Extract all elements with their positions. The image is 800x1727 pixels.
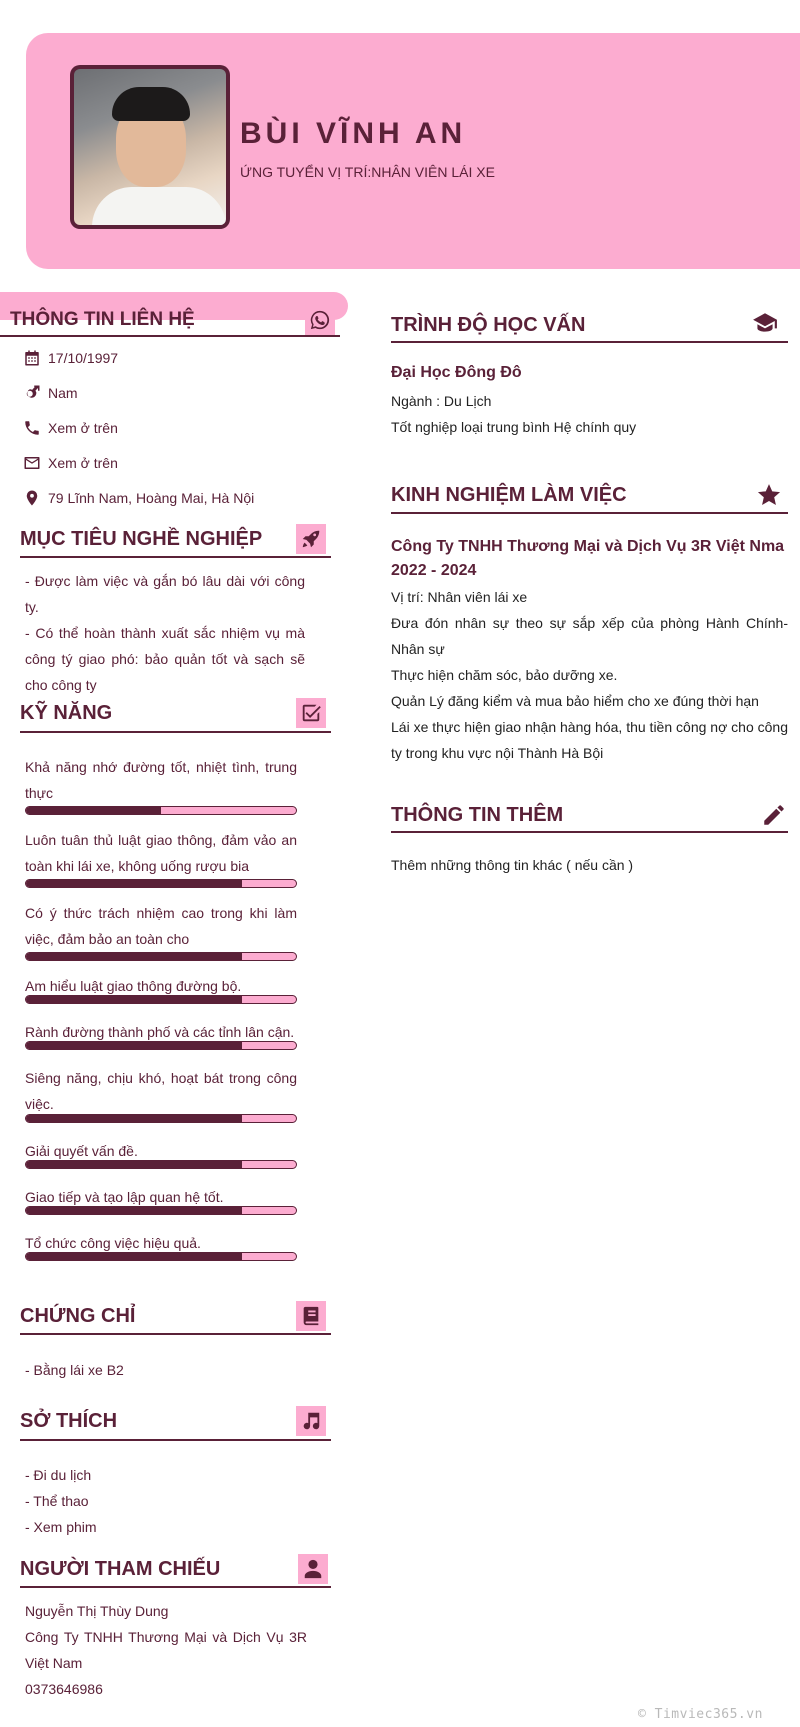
music-icon [296, 1406, 326, 1436]
pencil-icon [757, 800, 791, 830]
education-school: Đại Học Đông Đô [391, 364, 522, 381]
education-major: Ngành : Du Lịch [391, 393, 492, 409]
experience-rule [391, 512, 788, 514]
education-rule [391, 341, 788, 343]
references-title: NGƯỜI THAM CHIẾU [20, 1558, 221, 1580]
skill-level-fill [26, 880, 242, 887]
skill-level-bar [25, 1041, 297, 1050]
hobbies-title: SỞ THÍCH [20, 1410, 118, 1432]
certificates-rule [20, 1333, 331, 1335]
whatsapp-icon [305, 305, 335, 335]
hobbies-rule [20, 1439, 331, 1441]
skill-level-bar [25, 952, 297, 961]
skill-label: Tổ chức công việc hiệu quả. [25, 1235, 201, 1251]
location-pin-icon [20, 487, 44, 509]
applied-position: ỨNG TUYỂN VỊ TRÍ:NHÂN VIÊN LÁI XE [240, 164, 495, 180]
skill-level-fill [26, 996, 242, 1003]
contact-phone: Xem ở trên [20, 417, 118, 439]
hobbies-list [25, 1462, 97, 1540]
skill-level-fill [26, 1161, 242, 1168]
education-detail: Tốt nghiệp loại trung bình Hệ chính quy [391, 419, 637, 435]
objective-rule [20, 556, 331, 558]
experience-title: KINH NGHIỆM LÀM VIỆC [391, 484, 627, 506]
skill-label: Giải quyết vấn đề. [25, 1143, 138, 1159]
gender-icon [20, 382, 44, 404]
skill-level-fill [26, 953, 242, 960]
skill-level-bar [25, 1206, 297, 1215]
contact-title: THÔNG TIN LIÊN HỆ [10, 309, 195, 330]
skill-label: Có ý thức trách nhiệm cao trong khi làm việc, đảm bảo an toàn cho [25, 905, 297, 947]
person-icon [298, 1554, 328, 1584]
phone-icon [20, 417, 44, 439]
extra-title: THÔNG TIN THÊM [391, 804, 564, 826]
contact-email: Xem ở trên [20, 452, 118, 474]
candidate-name: BÙI VĨNH AN [240, 117, 467, 150]
references-rule [20, 1586, 331, 1588]
skill-label: Giao tiếp và tạo lập quan hệ tốt. [25, 1189, 224, 1205]
certificate-item: - Bằng lái xe B2 [25, 1362, 124, 1378]
skills-title: KỸ NĂNG [20, 702, 113, 724]
skill-label: Siêng năng, chịu khó, hoạt bát trong công việc. [25, 1070, 297, 1112]
contact-rule [0, 335, 340, 337]
skill-label: Am hiểu luật giao thông đường bộ. [25, 978, 242, 994]
reference-details: Nguyễn Thị Thùy Dung Công Ty TNHH Thương Mại và Dịch Vụ 3R Việt Nam 0373646986 [25, 1603, 307, 1697]
experience-details: Vị trí: Nhân viên lái xe Đưa đón nhân sự theo sự sắp xếp của phòng Hành Chính- Nhân sự Thực hiện chăm sóc, bảo dưỡng xe. Quản Lý đăng kiểm và mua bảo hiểm cho xe đúng thời hạn Lái xe thực hiện giao nhận hàng hóa, thu tiền công nợ cho công ty trong khu vực nội Thành Hà Bội [391, 589, 788, 761]
skill-label: Luôn tuân thủ luật giao thông, đảm vảo an toàn khi lái xe, không uống rượu bia [25, 832, 297, 874]
certificates-title: CHỨNG CHỈ [20, 1305, 136, 1327]
watermark: © Timviec365.vn [638, 1707, 763, 1722]
skill-level-bar [25, 995, 297, 1004]
contact-birthday: 17/10/1997 [20, 347, 118, 369]
skill-level-fill [26, 1207, 242, 1214]
objective-title: MỤC TIÊU NGHỀ NGHIỆP [20, 528, 263, 550]
contact-address: 79 Lĩnh Nam, Hoàng Mai, Hà Nội [20, 487, 254, 509]
contact-gender: Nam [20, 382, 78, 404]
skill-label: Khả năng nhớ đường tốt, nhiệt tình, trung thực [25, 759, 297, 801]
skill-label: Rành đường thành phố và các tỉnh lân cận. [25, 1024, 295, 1040]
star-icon [752, 480, 786, 510]
extra-text: Thêm những thông tin khác ( nếu cần ) [391, 857, 634, 873]
cv-header [26, 33, 800, 269]
skill-level-fill [26, 1253, 242, 1260]
list-item: - Thể thao [25, 1493, 89, 1509]
rocket-icon [296, 524, 326, 554]
objective-text: - Được làm việc và gắn bó lâu dài với công ty. - Có thể hoàn thành xuất sắc nhiệm vụ mà công tý giao phó: bảo quản tốt và sạch sẽ cho công ty [25, 573, 305, 693]
checkbox-icon [296, 698, 326, 728]
skill-level-bar [25, 1114, 297, 1123]
skill-level-bar [25, 1160, 297, 1169]
book-icon [296, 1301, 326, 1331]
list-item: - Xem phim [25, 1519, 97, 1535]
skill-level-fill [26, 1115, 242, 1122]
calendar-icon [20, 347, 44, 369]
skills-rule [20, 731, 331, 733]
education-title: TRÌNH ĐỘ HỌC VẤN [391, 314, 586, 336]
avatar-frame [70, 65, 230, 229]
skill-level-bar [25, 1252, 297, 1261]
extra-rule [391, 831, 788, 833]
avatar-photo [74, 69, 226, 225]
skill-level-bar [25, 806, 297, 815]
skill-level-fill [26, 1042, 242, 1049]
experience-company: Công Ty TNHH Thương Mại và Dịch Vụ 3R Việt Nma 2022 - 2024 [391, 538, 785, 579]
envelope-icon [20, 452, 44, 474]
graduation-cap-icon [748, 308, 782, 338]
skill-level-fill [26, 807, 161, 814]
list-item: - Đi du lịch [25, 1467, 92, 1483]
skill-level-bar [25, 879, 297, 888]
